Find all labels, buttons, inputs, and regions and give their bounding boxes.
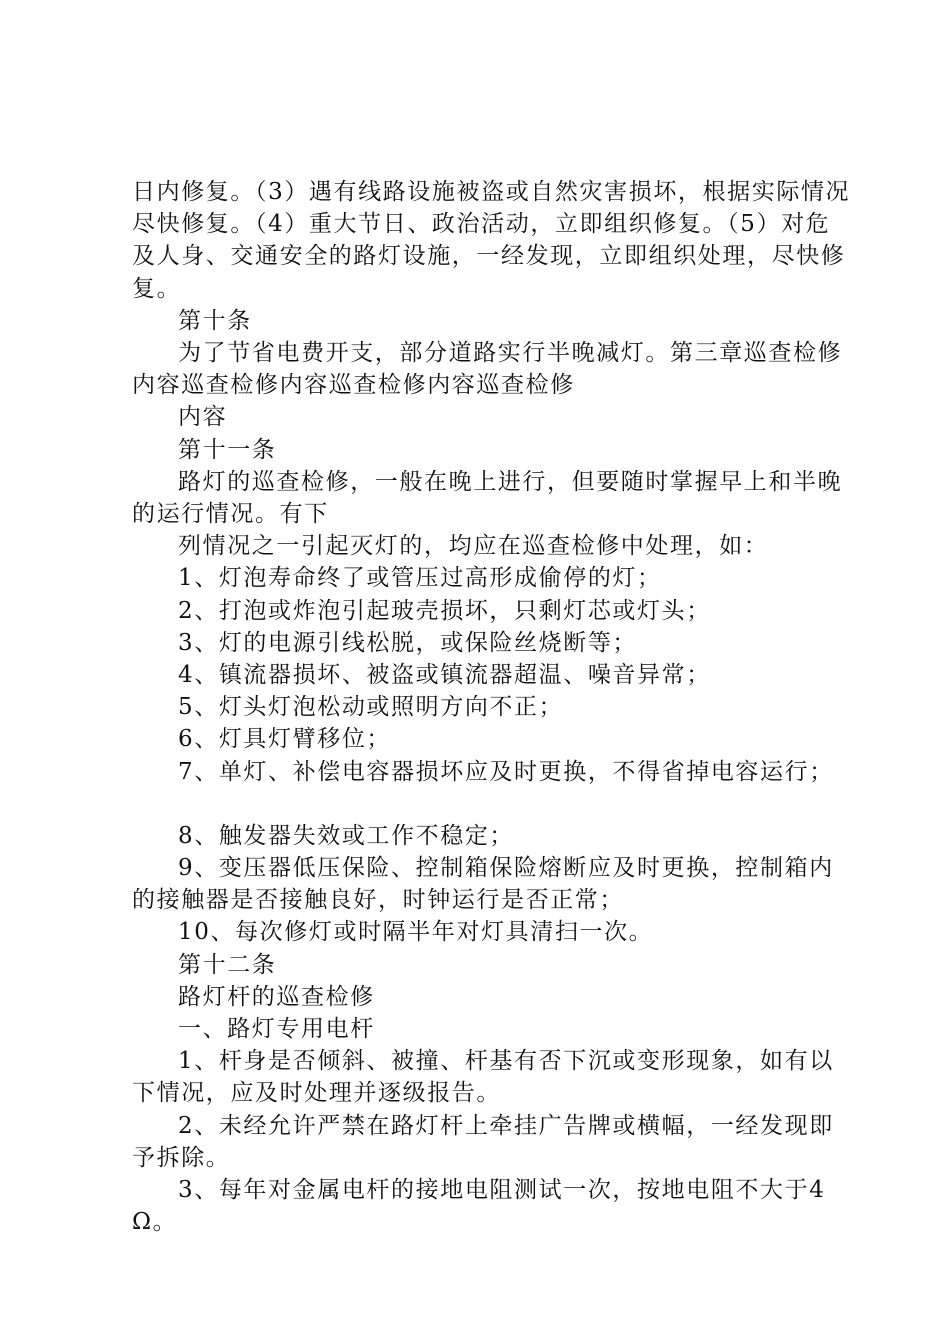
list-item: 5、灯头灯泡松动或照明方向不正； [178,694,564,721]
list-item: 6、灯具灯臂移位； [178,726,392,753]
list-item: 7、单灯、补偿电容器损坏应及时更换，不得省掉电容运行； [178,758,834,785]
paragraph: 日内修复。（3）遇有线路设施被盗或自然灾害损坏，根据实际情况尽快修复。（4）重大节日、政治活动，立即组织修复。（5）对危及人身、交通安全的路灯设施，一经发现，立即组织处理，尽快修复。 [132,179,851,302]
paragraph: 内容 [178,404,228,431]
article-heading: 第十条 [178,307,252,334]
list-item: 8、触发器失效或工作不稳定； [178,822,515,849]
paragraph: 路灯的巡查检修，一般在晚上进行，但要随时掌握早上和半晚的运行情况。有下 [132,468,843,528]
paragraph: 为了节省电费开支，部分道路实行半晚减灯。第三章巡查检修内容巡查检修内容巡查检修内容巡查检修 [132,340,843,399]
list-item: 3、灯的电源引线松脱，或保险丝烧断等； [178,629,638,656]
article-heading: 第十二条 [178,951,277,978]
list-item: 4、镇流器损坏、被盗或镇流器超温、噪音异常； [178,662,711,689]
list-item: 9、变压器低压保险、控制箱保险熔断应及时更换，控制箱内的接触器是否接触良好，时钟运行是否正常； [132,855,834,914]
list-item: 2、打泡或炸泡引起玻壳损坏，只剩灯芯或灯头； [178,597,711,624]
list-item: 2、未经允许严禁在路灯杆上牵挂广告牌或横幅，一经发现即予拆除。 [132,1112,834,1171]
section-heading: 路灯杆的巡查检修 [178,983,375,1010]
subsection-heading: 一、路灯专用电杆 [178,1016,375,1043]
paragraph: 列情况之一引起灭灯的，均应在巡查检修中处理，如： [178,533,769,560]
blank-line [132,788,852,820]
list-item: 1、杆身是否倾斜、被撞、杆基有否下沉或变形现象，如有以下情况，应及时处理并逐级报告。 [132,1048,834,1107]
list-item: 10、每次修灯或时隔半年对灯具清扫一次。 [178,919,654,946]
article-heading: 第十一条 [178,436,277,463]
document-body [132,176,852,1239]
list-item: 1、灯泡寿命终了或管压过高形成偷停的灯； [178,565,662,592]
list-item: 3、每年对金属电杆的接地电阻测试一次，按地电阻不大于4Ω。 [132,1177,826,1236]
